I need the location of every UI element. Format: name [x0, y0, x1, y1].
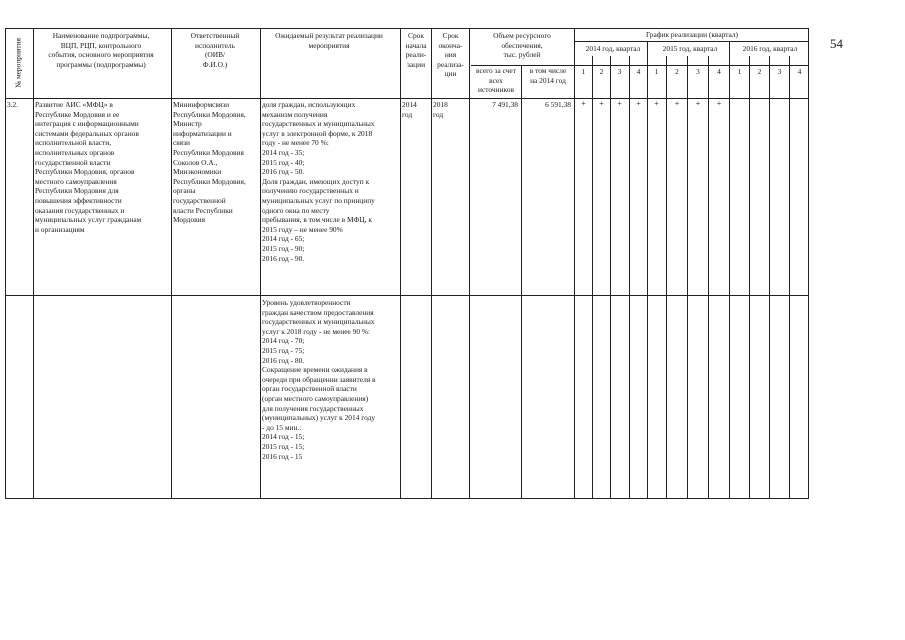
quarter-mark: +	[599, 99, 604, 108]
volume-all: 7 491,38	[492, 100, 518, 109]
quarter-label: 4	[717, 67, 721, 76]
header-name: Наименование подпрограммы, ВЦП, РЦП, контрольного события, основного мероприятия программы (подпрограммы)	[48, 31, 154, 69]
header-start: Срок начала реали- зации	[405, 31, 427, 69]
quarter-mark: +	[617, 99, 622, 108]
row-number: 3.2.	[7, 100, 19, 109]
header-year-2015: 2015 год, квартал	[662, 44, 718, 53]
quarter-mark: +	[695, 99, 701, 108]
quarter-label: 1	[737, 67, 742, 76]
header-responsible: Ответственный исполнитель (ОИВ/ Ф.И.О.)	[190, 31, 240, 69]
volume-2014: 6 591,38	[545, 100, 571, 109]
header-num: № мероприятия	[13, 38, 23, 88]
header-volume-all: всего за счет всех источников	[476, 66, 516, 95]
start-date: 2014 год	[402, 100, 417, 119]
quarter-label: 4	[636, 67, 641, 76]
quarter-label: 3	[617, 67, 622, 76]
quarter-mark: +	[674, 99, 680, 108]
measure-name: Развитие АИС «МФЦ» в Республике Мордовия и ее интеграция с информационными системами федеральных органов исполнительной власти, исполнительных органов государственной власти Республики Мордовия, органов местного самоуправления Республики Мордовия для повышения эффективности оказания государственных и муниципальных услуг гражданам и организациям	[35, 100, 142, 234]
quarter-mark: +	[654, 99, 659, 108]
quarter-label: 4	[797, 67, 802, 76]
expected-result-part1: доля граждан, использующих механизм получения государственных и муниципальных услуг в электронной форме, к 2018 году - не менее 70 %: 2014 год - 35; 2015 год - 40; 2016 год - 50. Доля граждан, имеющих доступ к получению государственных и муниципальных услуг по принципу одного окна по месту пребывания, в том числе в МФЦ, к 2015 году – не менее 90% 2014 год - 65; 2015 год - 90; 2016 год - 90.	[262, 100, 375, 263]
header-year-2014: 2014 год, квартал	[585, 44, 641, 53]
header-end: Срок оконча- ния реализа- ции	[437, 31, 464, 79]
header-schedule: График реализации (квартал)	[645, 30, 739, 39]
expected-result-part2: Уровень удовлетворенности граждан качеством предоставления государственных и муниципальных услуг к 2018 году - не менее 90 %: 2014 год - 70; 2015 год - 75; 2016 год - 80. Сокращение времени ожидания в очереди при обращении заявителя в орган государственной власти (орган местного самоуправления) для получения государственных (муниципальных) услуг к 2014 году - до 15 мин.: 2014 год - 15; 2015 год - 15; 2016 год - 15	[262, 298, 376, 461]
header-volume: Объем ресурсного обеспечения, тыс. рублей	[493, 31, 551, 60]
quarter-label: 2	[599, 67, 604, 76]
quarter-mark: +	[716, 99, 722, 108]
quarter-mark: +	[636, 99, 641, 108]
end-date: 2018 год	[433, 100, 448, 119]
quarter-label: 3	[696, 67, 700, 76]
quarter-label: 2	[675, 67, 679, 76]
quarter-label: 3	[777, 67, 782, 76]
quarter-label: 2	[757, 67, 762, 76]
program-table	[5, 28, 809, 498]
header-volume-2014: в том числе на 2014 год	[529, 66, 567, 85]
page-number: 54	[830, 36, 843, 51]
quarter-mark: +	[581, 99, 586, 108]
responsible-executor: Мининформсвязи Республики Мордовия, Министр информатизации и связи Республики Мордовия Соколов О.А., Минэкономики Республики Мордовия, органы государственной власти Республики Мордовия	[173, 100, 246, 225]
quarter-label: 1	[581, 67, 586, 76]
header-result: Ожидаемый результат реализации мероприятия	[275, 31, 383, 50]
quarter-label: 1	[654, 67, 659, 76]
header-year-2016: 2016 год, квартал	[742, 44, 798, 53]
